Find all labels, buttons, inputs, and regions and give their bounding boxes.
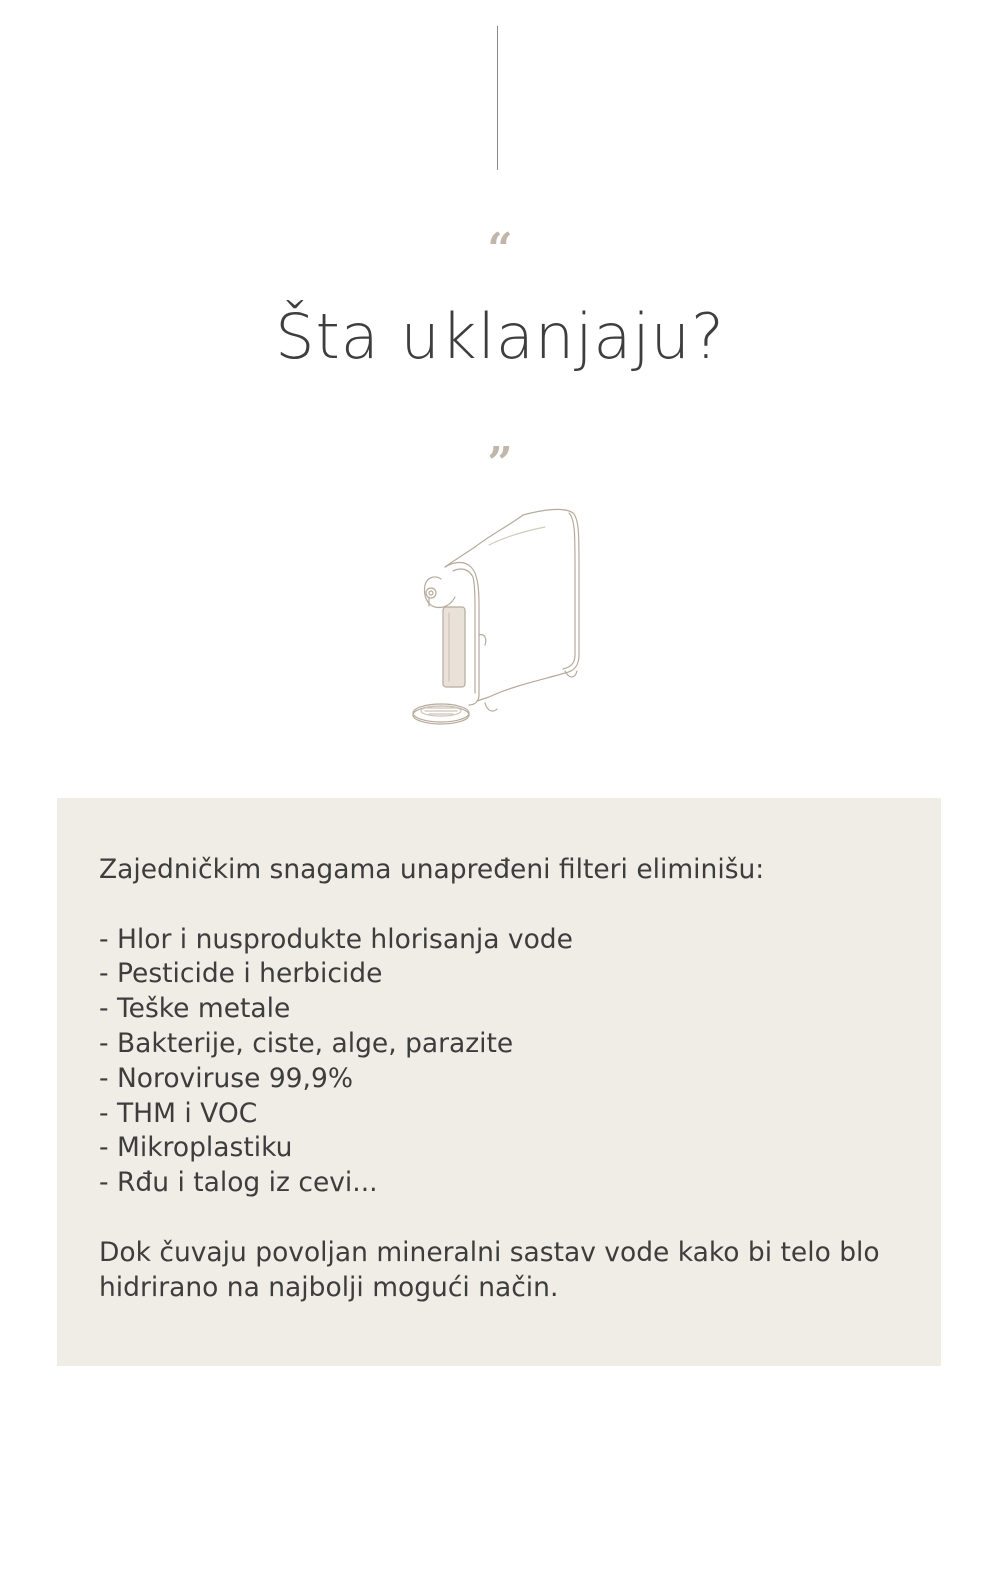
list-item: - Hlor i nusprodukte hlorisanja vode [99,923,573,955]
top-divider [497,26,498,170]
list-item: - Rđu i talog iz cevi... [99,1167,378,1199]
section-title: Šta uklanjaju? [275,300,725,373]
water-filter-appliance-icon [405,505,590,745]
info-panel [57,798,941,1366]
info-text [99,853,909,1305]
intro-text: Zajedničkim snagama unapređeni filteri eliminišu: [99,854,765,885]
list-item: - Pesticide i herbicide [99,958,383,990]
list-item: - Noroviruse 99,9% [99,1062,354,1094]
list-item: - Bakterije, ciste, alge, parazite [99,1027,514,1059]
open-quote-icon: “ [487,224,513,275]
list-item: - Teške metale [99,993,291,1025]
list-item: - Mikroplastiku [99,1132,293,1164]
removed-contaminants-list [99,923,909,1201]
outro-text: Dok čuvaju povoljan mineralni sastav vode kako bi telo blo hidrirano na najbolji mogući način. [99,1236,880,1303]
list-item: - THM i VOC [99,1097,258,1129]
close-quote-icon: ” [487,438,513,489]
